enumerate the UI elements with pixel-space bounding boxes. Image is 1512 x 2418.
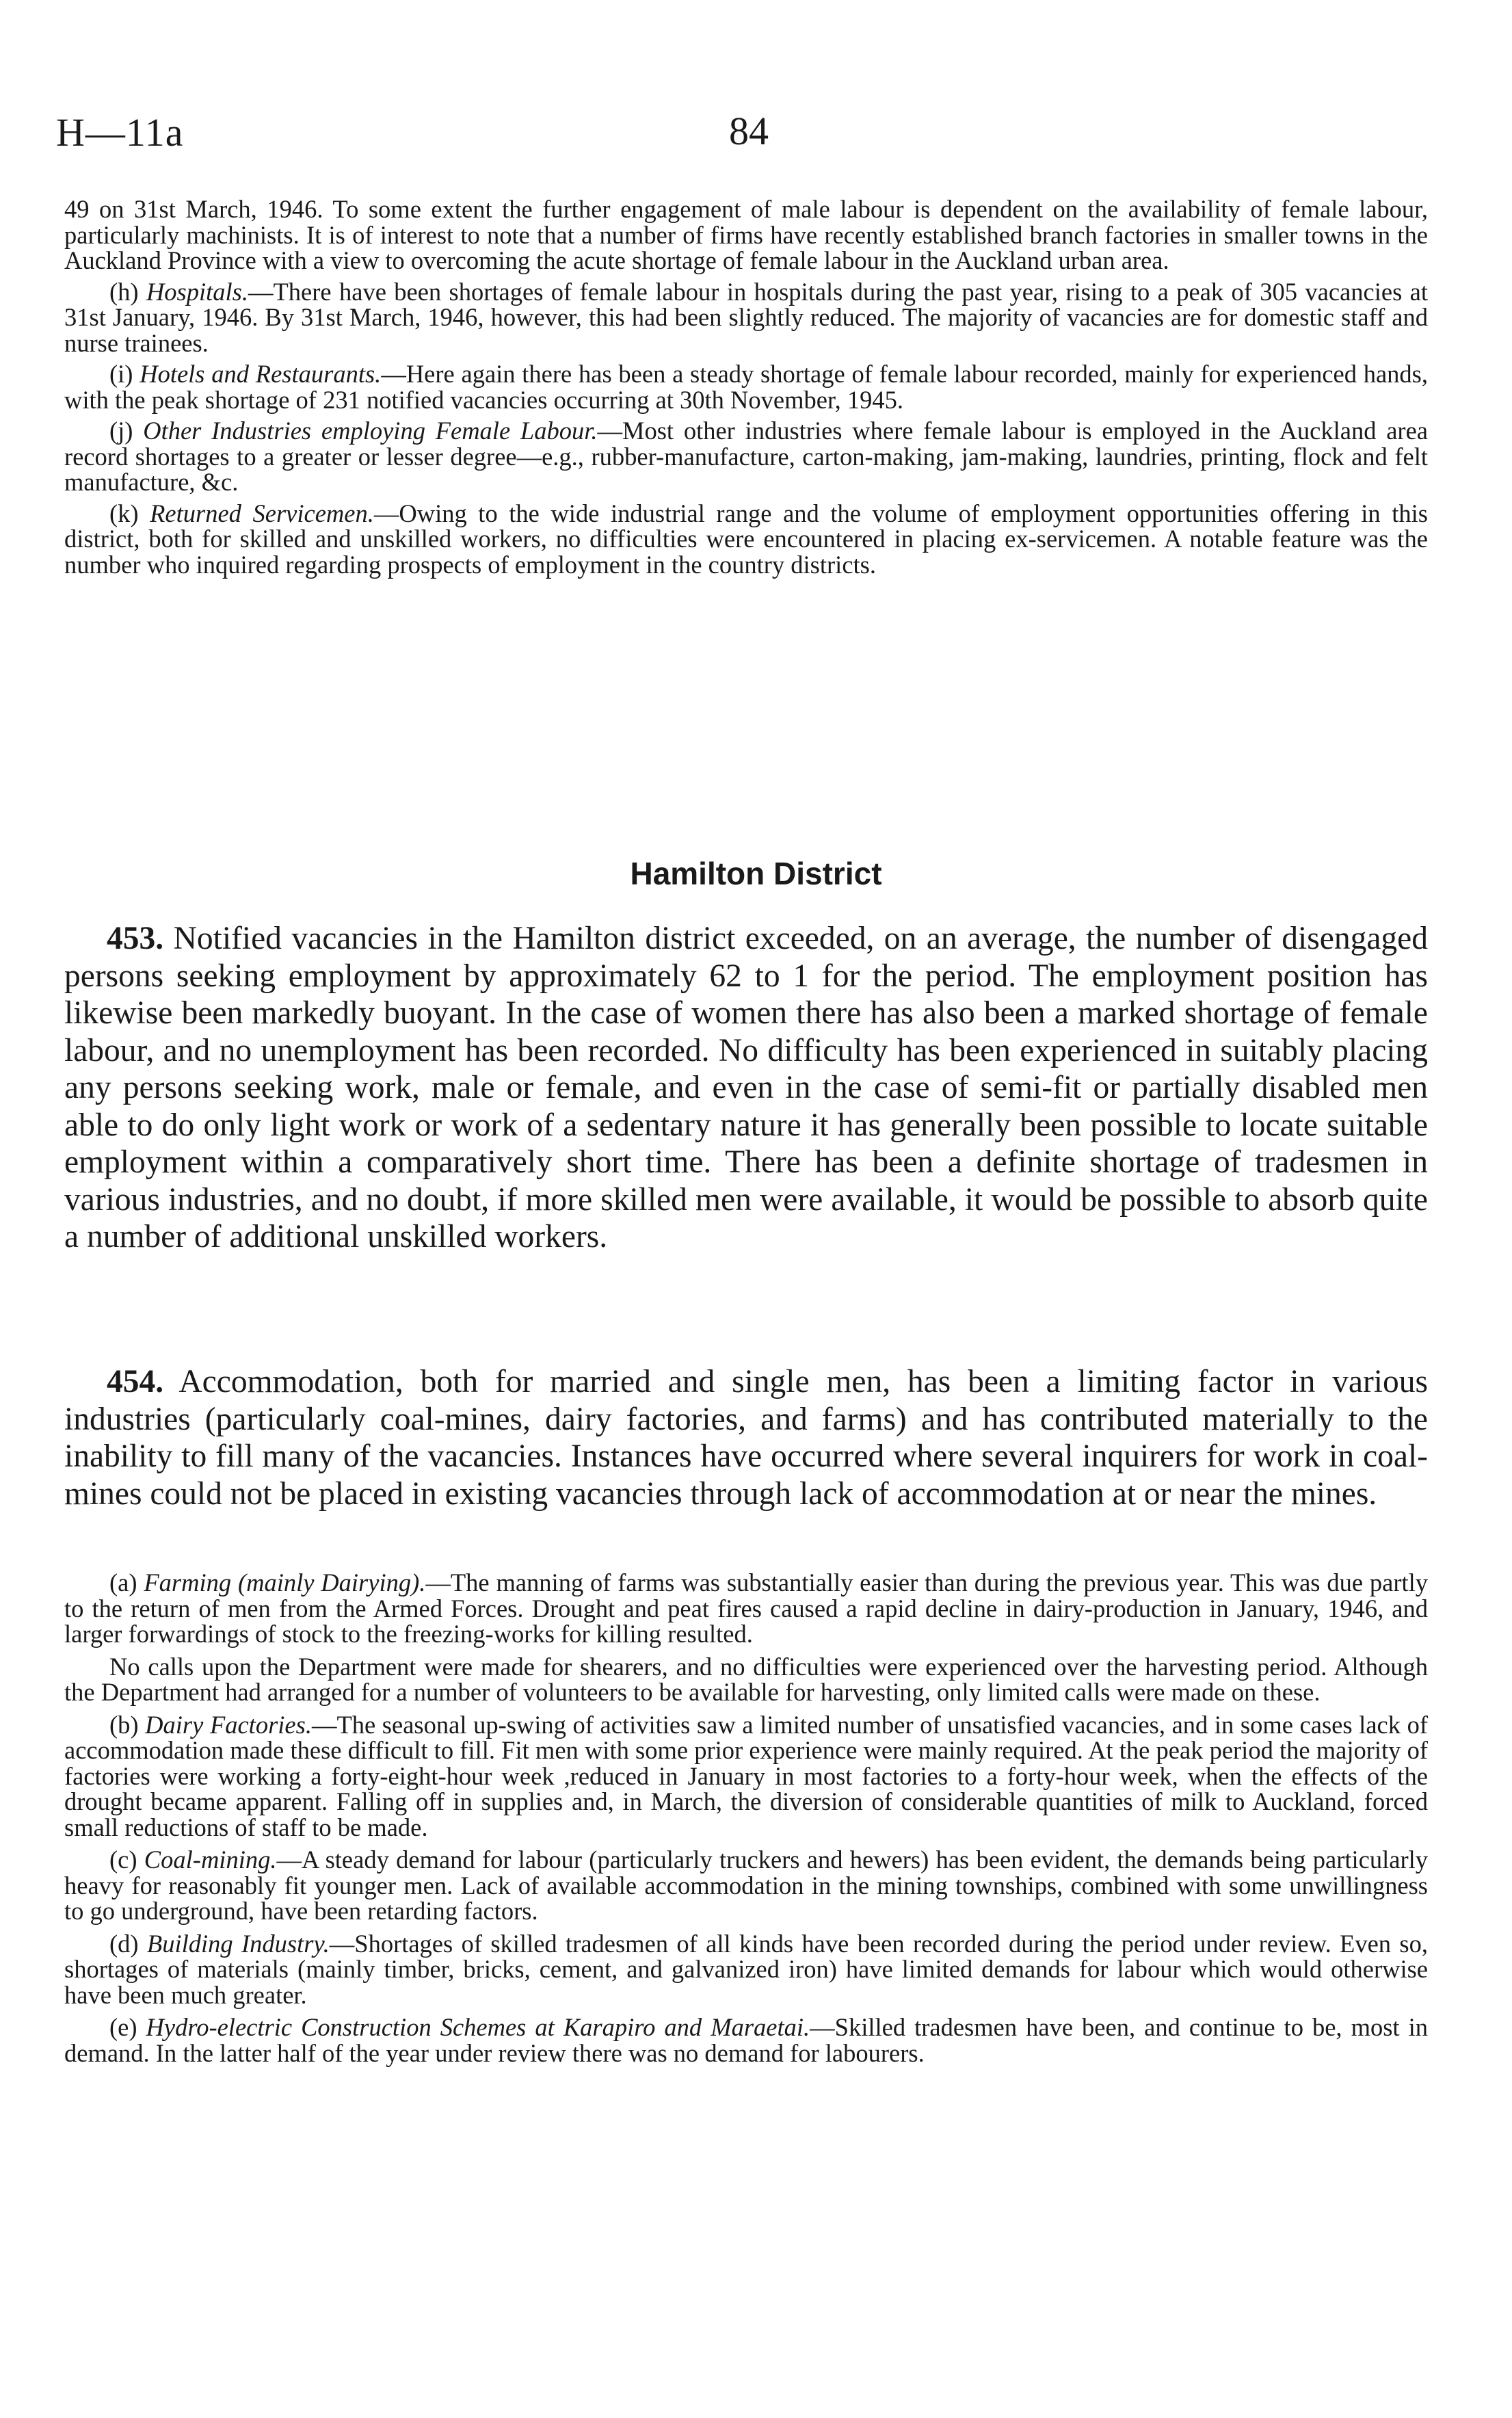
paragraph-returned-servicemen: (k) Returned Servicemen.—Owing to the wide industrial range and the volume of employment opportunities offering in this district, both for skilled and unskilled workers, no difficulties were encountered in placing ex-servicemen. A notable feature was the number who inquired regarding prospects of employment in the country districts. bbox=[64, 499, 1429, 579]
paragraph-dairy-factories: (b) Dairy Factories.—The seasonal up-swing of activities saw a limited number of unsatisfied vacancies, and in some cases lack of accommodation made these difficult to fill. Fit men with some prior experience were mainly required. At the peak period the majority of factories were working a forty-eight-hour week ,reduced in January in most factories to a forty-hour week, when the effects of the drought became apparent. Falling off in supplies and, in March, the diversion of considerable quantities of milk to Auckland, forced small reductions of staff to be made. bbox=[64, 1710, 1428, 1841]
paragraph-hydro-electric: (e) Hydro-electric Construction Schemes at Karapiro and Maraetai.—Skilled tradesmen have been, and continue to be, most in demand. In the latter half of the year under review there was no demand for labourers. bbox=[64, 2013, 1428, 2067]
document-reference: H—11a bbox=[56, 110, 184, 155]
paragraph-building-industry: (d) Building Industry.—Shortages of skilled tradesmen of all kinds have been recorded during the period under review. Even so, shortages of materials (mainly timber, bricks, cement, and galvanized iron) have limited demands for labour which would otherwise have been much greater. bbox=[64, 1929, 1428, 2009]
paragraph-hospitals: (h) Hospitals.—There have been shortages of female labour in hospitals during the past year, rising to a peak of 305 vacancies at 31st January, 1946. By 31st March, 1946, however, this had been slightly reduced. The majority of vacancies are for domestic staff and nurse trainees. bbox=[64, 277, 1428, 357]
paragraph-continuation: 49 on 31st March, 1946. To some extent the further engagement of male labour is dependent on the availability of female labour, particularly machinists. It is of interest to note that a number of firms have recently established branch factories in smaller towns in the Auckland Province with a view to overcoming the acute shortage of female labour in the Auckland urban area. bbox=[64, 195, 1428, 274]
bottom-section bbox=[64, 1570, 1428, 2066]
paragraph-number: 454. bbox=[107, 1364, 164, 1399]
paragraph-shearers: No calls upon the Department were made for shearers, and no difficulties were experienced over the harvesting period. Although the Department had arranged for a number of volunteers to be available for harvesting, only limited calls were made on these. bbox=[64, 1652, 1428, 1706]
paragraph-farming: (a) Farming (mainly Dairying).—The manning of farms was substantially easier than during the previous year. This was due partly to the return of men from the Armed Forces. Drought and peat fires caused a rapid decline in dairy-production in January, 1946, and larger forwardings of stock to the freezing-works for killing resulted. bbox=[64, 1568, 1429, 1648]
section-heading: Hamilton District bbox=[630, 856, 882, 891]
paragraph-454: 454. Accommodation, both for married and single men, has been a limiting factor in various industries (particularly coal-mines, dairy factories, and farms) and has contributed materially to the inability to fill many of the vacancies. Instances have occurred where several inquirers for work in coal-mines could not be placed in existing vacancies through lack of accommodation at or near the mines. bbox=[64, 1364, 1428, 1512]
paragraph-hotels: (i) Hotels and Restaurants.—Here again there has been a steady shortage of female labour recorded, mainly for experienced hands, with the peak shortage of 231 notified vacancies occurring at 30th November, 1945. bbox=[64, 360, 1429, 414]
paragraph-other-industries: (j) Other Industries employing Female Labour.—Most other industries where female labour is employed in the Auckland area record shortages to a greater or lesser degree—e.g., rubber-manufacture, carton-making, jam-making, laundries, printing, flock and felt manufacture, &c. bbox=[64, 417, 1428, 496]
paragraph-453: 453. Notified vacancies in the Hamilton district exceeded, on an average, the number of disengaged persons seeking employment by approximately 62 to 1 for the period. The employment position has likewise been markedly buoyant. In the case of women there has also been a marked shortage of female labour, and no unemployment has been recorded. No difficulty has been experienced in suitably placing any persons seeking work, male or female, and even in the case of semi-fit or partially disabled men able to do only light work or work of a sedentary nature it has generally been possible to locate suitable employment within a comparatively short time. There has been a definite shortage of tradesmen in various industries, and no doubt, if more skilled men were available, it would be possible to absorb quite a number of additional unskilled workers. bbox=[64, 921, 1428, 1254]
paragraph-number: 453. bbox=[107, 921, 164, 956]
page-number: 84 bbox=[729, 109, 769, 153]
paragraph-coal-mining: (c) Coal-mining.—A steady demand for labour (particularly truckers and hewers) has been evident, the demands being particularly heavy for reasonably fit younger men. Lack of available accommodation in the mining townships, combined with some unwillingness to go underground, have been retarding factors. bbox=[64, 1845, 1428, 1925]
top-section bbox=[64, 196, 1428, 577]
